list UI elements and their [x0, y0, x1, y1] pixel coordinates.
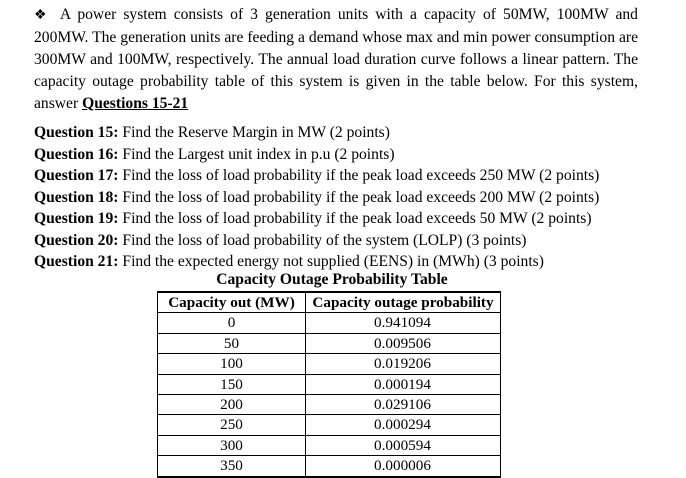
- capacity-cell: 150: [158, 374, 306, 394]
- probability-cell: 0.029106: [306, 395, 501, 415]
- probability-cell: 0.000006: [306, 456, 501, 477]
- probability-cell: 0.000594: [306, 435, 501, 455]
- diamond-bullet-icon: ❖: [34, 8, 50, 23]
- table-row: [158, 354, 501, 374]
- probability-cell: 0.000294: [306, 415, 501, 435]
- question-item: [34, 230, 654, 252]
- question-text: Find the expected energy not supplied (EENS) in (MWh) (3 points): [122, 253, 544, 270]
- probability-cell: 0.000194: [306, 374, 501, 394]
- capacity-cell: 200: [158, 395, 306, 415]
- probability-cell: 0.009506: [306, 333, 501, 353]
- table-row: [158, 415, 501, 435]
- table-row: [158, 456, 501, 477]
- capacity-cell: 100: [158, 354, 306, 374]
- question-item: [34, 144, 654, 166]
- question-label: Question 17:: [34, 167, 119, 184]
- problem-text: A power system consists of 3 generation units with a capacity of 50MW, 100MW and 200MW. The generation units are feeding a demand whose max and min power consumption are 300MW and 100MW, respectively. The annual load duration curve follows a linear pattern. The capacity outage probability table of this system is given in the table below. For this system, answer: [34, 6, 638, 112]
- table-row: [158, 374, 501, 394]
- table-row: [158, 333, 501, 353]
- question-text: Find the loss of load probability if the peak load exceeds 50 MW (2 points): [122, 210, 592, 227]
- capacity-cell: 0: [158, 313, 306, 333]
- question-item: [34, 208, 654, 230]
- problem-statement: [34, 4, 638, 115]
- question-text: Find the Largest unit index in p.u (2 points): [122, 145, 395, 163]
- question-text: Find the loss of load probability if the peak load exceeds 200 MW (2 points): [122, 188, 600, 206]
- question-item: [34, 165, 654, 187]
- question-label: Question 19:: [34, 210, 119, 227]
- question-label: Question 15:: [34, 124, 119, 141]
- column-header-probability: Capacity outage probability: [306, 292, 501, 313]
- capacity-cell: 50: [158, 333, 306, 353]
- question-label: Question 20:: [34, 231, 119, 249]
- question-label: Question 21:: [34, 253, 119, 270]
- question-label: Question 16:: [34, 145, 119, 163]
- capacity-cell: 350: [158, 456, 306, 477]
- question-text: Find the Reserve Margin in MW (2 points): [122, 124, 390, 141]
- capacity-cell: 300: [158, 435, 306, 455]
- table-row: [158, 395, 501, 415]
- question-list: [34, 122, 654, 273]
- probability-cell: 0.941094: [306, 313, 501, 333]
- table-row: [158, 313, 501, 333]
- question-text: Find the loss of load probability if the peak load exceeds 250 MW (2 points): [122, 167, 600, 184]
- questions-reference: Questions 15-21: [82, 95, 189, 112]
- question-text: Find the loss of load probability of the system (LOLP) (3 points): [122, 231, 527, 249]
- table-row: [158, 435, 501, 455]
- table-title: Capacity Outage Probability Table: [216, 271, 448, 288]
- question-item: [34, 187, 654, 209]
- table-header-row: [158, 292, 501, 313]
- capacity-cell: 250: [158, 415, 306, 435]
- question-label: Question 18:: [34, 188, 119, 206]
- probability-cell: 0.019206: [306, 354, 501, 374]
- capacity-outage-table: [157, 291, 501, 478]
- column-header-capacity: Capacity out (MW): [158, 292, 306, 313]
- question-item: [34, 122, 654, 144]
